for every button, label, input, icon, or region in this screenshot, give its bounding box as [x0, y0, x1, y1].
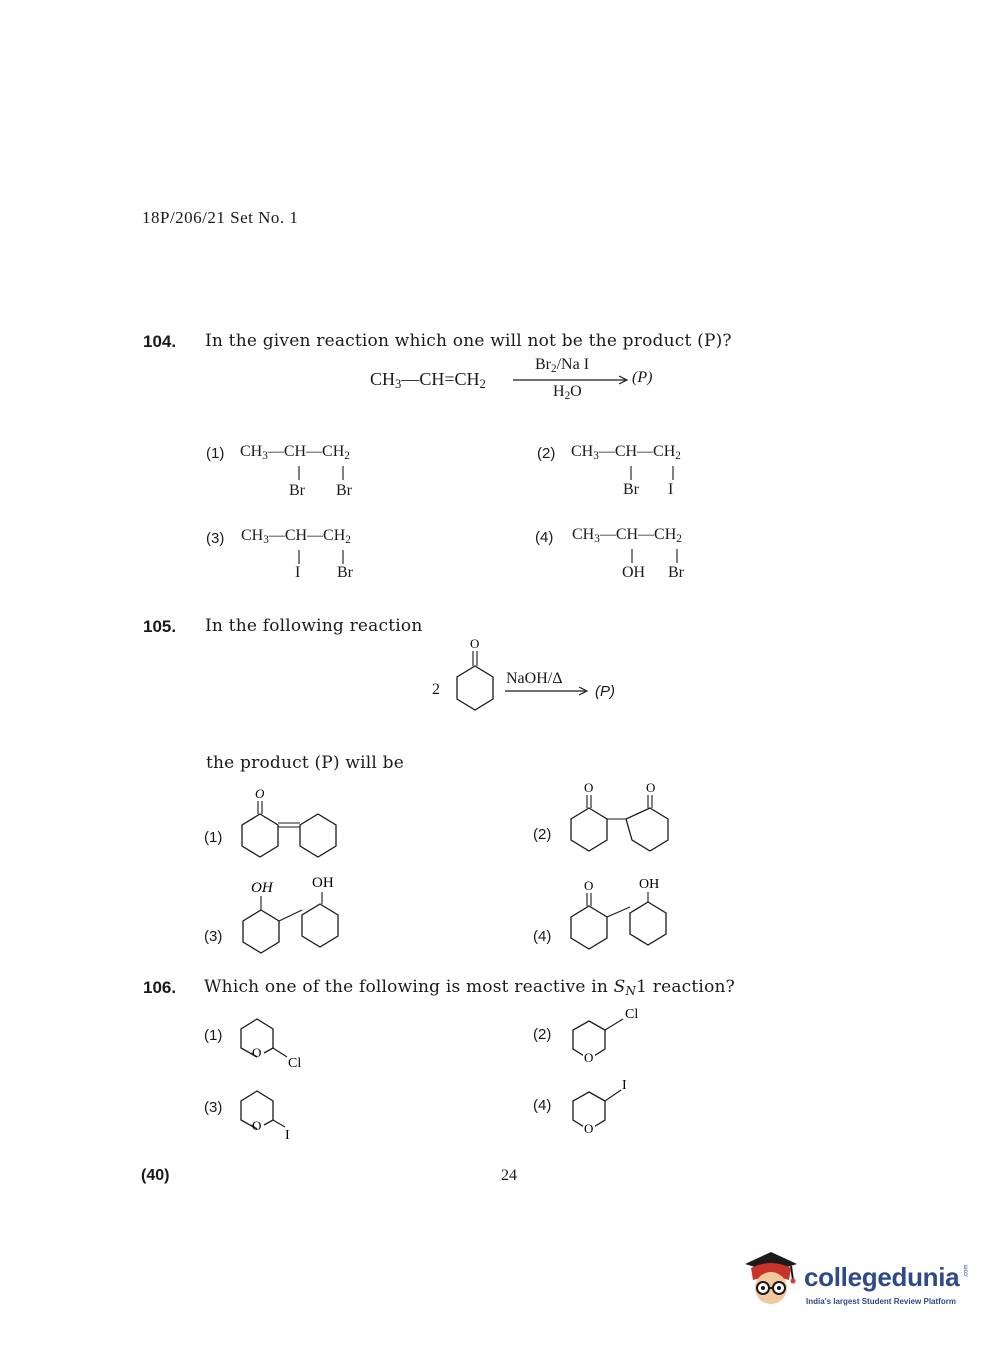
question-number: 104. [143, 332, 177, 351]
option-label: (3) [204, 1099, 223, 1116]
bond-lines [622, 466, 692, 482]
product-structure [566, 872, 686, 962]
svg-text:O: O [470, 636, 480, 651]
option-chain: $CH_3—CH—CH_2$ [240, 443, 350, 462]
option-label: (1) [204, 1027, 223, 1044]
svg-text:I: I [622, 1078, 627, 1093]
reactant: $CH_3—CH=CH_2$ [370, 369, 486, 391]
question-number: 105. [143, 617, 177, 636]
option-label: (2) [533, 826, 552, 843]
substituent: Br [623, 481, 639, 498]
option-label: (4) [533, 1097, 552, 1114]
svg-text:O: O [255, 786, 265, 801]
svg-text:O: O [584, 1050, 594, 1065]
bond-lines [290, 466, 360, 482]
mascot-icon [741, 1250, 801, 1310]
cyclohexanone-structure [450, 636, 500, 716]
oxane-structure [233, 1015, 323, 1075]
oxane-structure [565, 1072, 655, 1142]
substituent: I [295, 564, 301, 581]
question-text: In the following reaction [205, 616, 423, 636]
option-chain: $CH_3—CH—CH_2$ [241, 527, 351, 546]
svg-text:OH: OH [639, 877, 660, 892]
reaction-arrow [505, 687, 595, 697]
option-label: (4) [533, 928, 552, 945]
option-label: (1) [206, 445, 225, 462]
substituent: Br [336, 482, 352, 499]
substituent: Br [289, 482, 305, 499]
brand-com: .com [963, 1264, 970, 1278]
product-structure [566, 779, 686, 859]
reagent-top: $Br_2/Na$ I [535, 356, 590, 375]
svg-text:Cl: Cl [288, 1056, 302, 1071]
svg-text:O: O [584, 878, 594, 893]
oxane-structure [565, 1001, 655, 1071]
reaction-product: (P) [595, 683, 615, 700]
footer-code: (40) [141, 1167, 170, 1184]
substituent: OH [622, 564, 646, 581]
option-label: (3) [206, 530, 225, 547]
brand-name: collegedunia [804, 1262, 960, 1292]
reagent-bottom: $H_2O$ [553, 383, 582, 402]
svg-text:OH: OH [312, 875, 334, 891]
svg-text:O: O [252, 1118, 262, 1133]
page-number: 24 [501, 1167, 517, 1184]
question-text: In the given reaction which one will not be the product (P)? [205, 331, 732, 351]
question-stem: the product (P) will be [206, 753, 404, 773]
set-code: 18P/206/21 Set No. 1 [142, 208, 299, 227]
question-text: Which one of the following is most reactive in $S_N1$ reaction? [204, 977, 735, 998]
option-chain: $CH_3—CH—CH_2$ [572, 526, 682, 545]
svg-text:O: O [584, 780, 594, 795]
option-label: (4) [535, 529, 554, 546]
option-label: (2) [537, 445, 556, 462]
substituent: Br [337, 564, 353, 581]
bond-lines [622, 549, 692, 565]
svg-text:O: O [252, 1045, 262, 1060]
svg-text:I: I [285, 1128, 290, 1143]
product-structure [238, 785, 358, 865]
coefficient: 2 [432, 681, 440, 698]
substituent: I [668, 481, 674, 498]
option-label: (2) [533, 1026, 552, 1043]
svg-text:OH: OH [251, 880, 273, 896]
question-number: 106. [143, 978, 177, 997]
svg-text:O: O [646, 780, 656, 795]
option-label: (3) [204, 928, 223, 945]
product-structure [236, 870, 356, 960]
substituent: Br [668, 564, 684, 581]
option-label: (1) [204, 829, 223, 846]
option-chain: $CH_3—CH—CH_2$ [571, 443, 681, 462]
oxane-structure [233, 1085, 323, 1145]
reagent: NaOH/Δ [506, 670, 563, 687]
reaction-product: (P) [632, 369, 653, 386]
svg-text:O: O [584, 1121, 594, 1136]
svg-text:Cl: Cl [625, 1007, 639, 1022]
brand-tagline: India's largest Student Review Platform [806, 1297, 956, 1306]
